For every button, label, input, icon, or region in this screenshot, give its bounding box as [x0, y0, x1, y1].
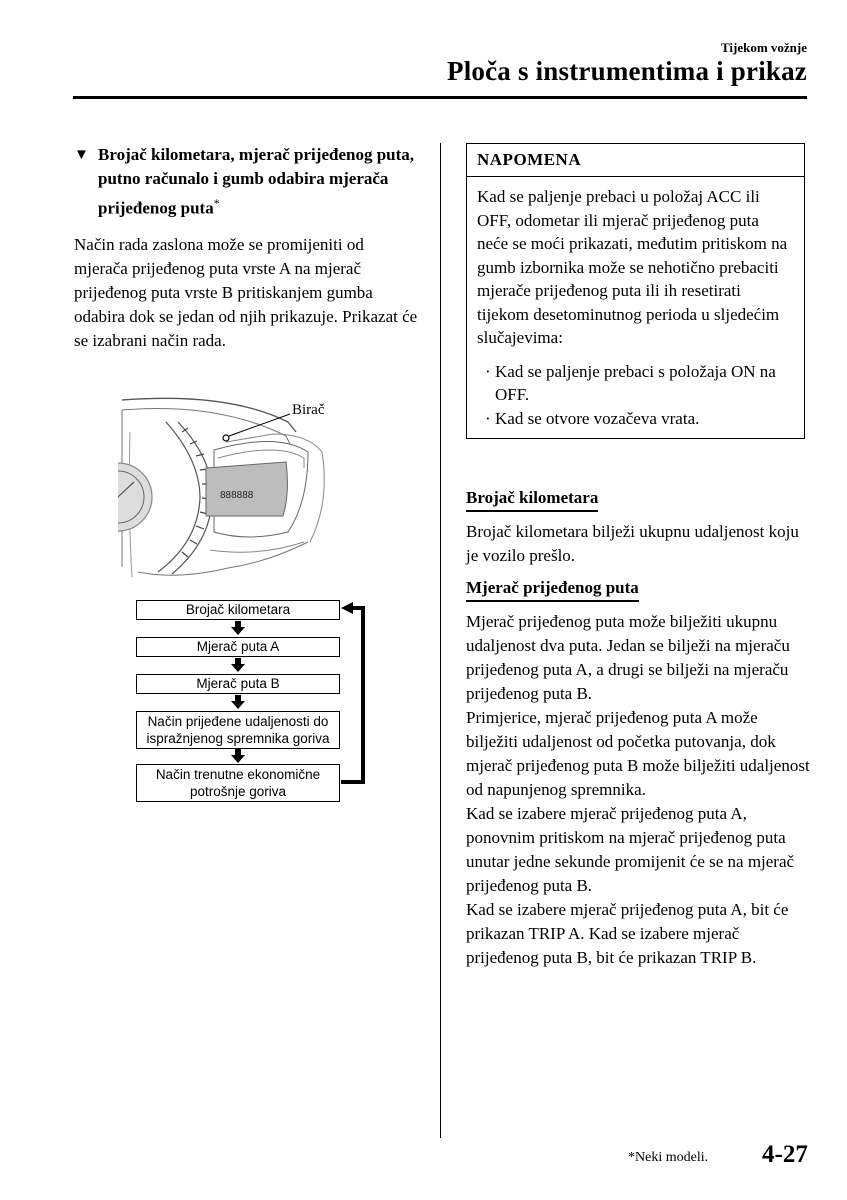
note-title: NAPOMENA — [467, 144, 804, 177]
footnote: *Neki modeli. — [628, 1150, 709, 1165]
trip-paragraph: Mjerač prijeđenog puta može bilježiti ukupnu udaljenost dva puta. Jedan se bilježi na mjeraču prijeđenog puta A, a drugi se bilježi na mjeraču prijeđenog puta B. — [466, 612, 790, 703]
return-arrow-icon — [341, 602, 353, 614]
trip-paragraph: Kad se izabere mjerač prijeđenog puta A, ponovnim pritiskom na mjerač prijeđenog puta unutar jedne sekunde promijenit će se na mjerač prijeđenog puta B. — [466, 804, 795, 895]
column-divider — [440, 143, 441, 1138]
odometer-display-digits: 888888 — [220, 490, 254, 501]
note-list-item: · Kad se otvore vozačeva vrata. — [477, 407, 794, 431]
note-list-item: · Kad se paljenje prebaci s položaja ON na OFF. — [477, 360, 794, 407]
trip-paragraph: Primjerice, mjerač prijeđenog puta A može bilježiti udaljenost od početka putovanja, dok mjerač prijeđenog puta B može bilježiti udaljenost od napunjenog spremnika. — [466, 708, 810, 799]
intro-paragraph: Način rada zaslona može se promijeniti od mjerača prijeđenog puta vrste A na mjerač prijeđenog puta vrste B pritiskanjem gumba odabira dok se jedan od njih prikazuje. Prikazat će se izabrani način rada. — [74, 234, 418, 350]
flow-box-distance-to-empty: Način prijeđene udaljenosti do ispražnjenog spremnika goriva — [136, 711, 340, 749]
trip-meter-heading: Mjerač prijeđenog puta — [466, 578, 639, 602]
instrument-cluster-illustration — [118, 392, 378, 577]
mode-flow-diagram — [120, 598, 380, 808]
flow-box-odometer: Brojač kilometara — [136, 600, 340, 620]
note-list — [477, 360, 794, 431]
subsection-heading-text: Brojač kilometara, mjerač prijeđenog puta, putno računalo i gumb odabira mjerača prijeđenog puta — [98, 145, 415, 218]
flow-box-fuel-economy: Način trenutne ekonomične potrošnje goriva — [136, 764, 340, 802]
flow-box-trip-b: Mjerač puta B — [136, 674, 340, 694]
selector-callout-label: Birač — [292, 402, 325, 418]
selector-button-icon — [223, 435, 229, 441]
odometer-paragraph: Brojač kilometara bilježi ukupnu udaljenost koju je vozilo prešlo. — [466, 522, 799, 565]
down-arrow-icon — [231, 621, 245, 763]
trip-paragraph: Kad se izabere mjerač prijeđenog puta A, bit će prikazan TRIP A. Kad se izabere mjerač prijeđenog puta B, bit će prikazan TRIP B. — [466, 900, 789, 967]
title-rule — [73, 96, 807, 99]
page-number: 4-27 — [762, 1141, 808, 1168]
asterisk-marker: * — [213, 196, 220, 210]
note-body — [467, 177, 804, 438]
note-text: Kad se paljenje prebaci u položaj ACC ili OFF, odometar ili mjerač prijeđenog puta neće se moći prikazati, međutim pritiskom na gumb izbornika može se nehotično prebaciti mjerače prijeđenog puta ili ih resetirati tijekom desetominutnog perioda u sljedećim slučajevima: — [477, 187, 788, 347]
page-title: Ploča s instrumentima i prikaz — [447, 56, 807, 86]
flow-arrows — [120, 598, 380, 808]
left-column — [74, 143, 419, 353]
odometer-text — [466, 520, 811, 568]
trip-meter-text — [466, 610, 811, 970]
triangle-marker-icon: ▼ — [74, 147, 89, 163]
odometer-heading: Brojač kilometara — [466, 488, 598, 512]
subsection-heading — [74, 143, 419, 221]
note-box — [466, 143, 805, 439]
right-column — [466, 488, 811, 980]
flow-box-trip-a: Mjerač puta A — [136, 637, 340, 657]
section-name: Tijekom vožnje — [720, 40, 807, 55]
